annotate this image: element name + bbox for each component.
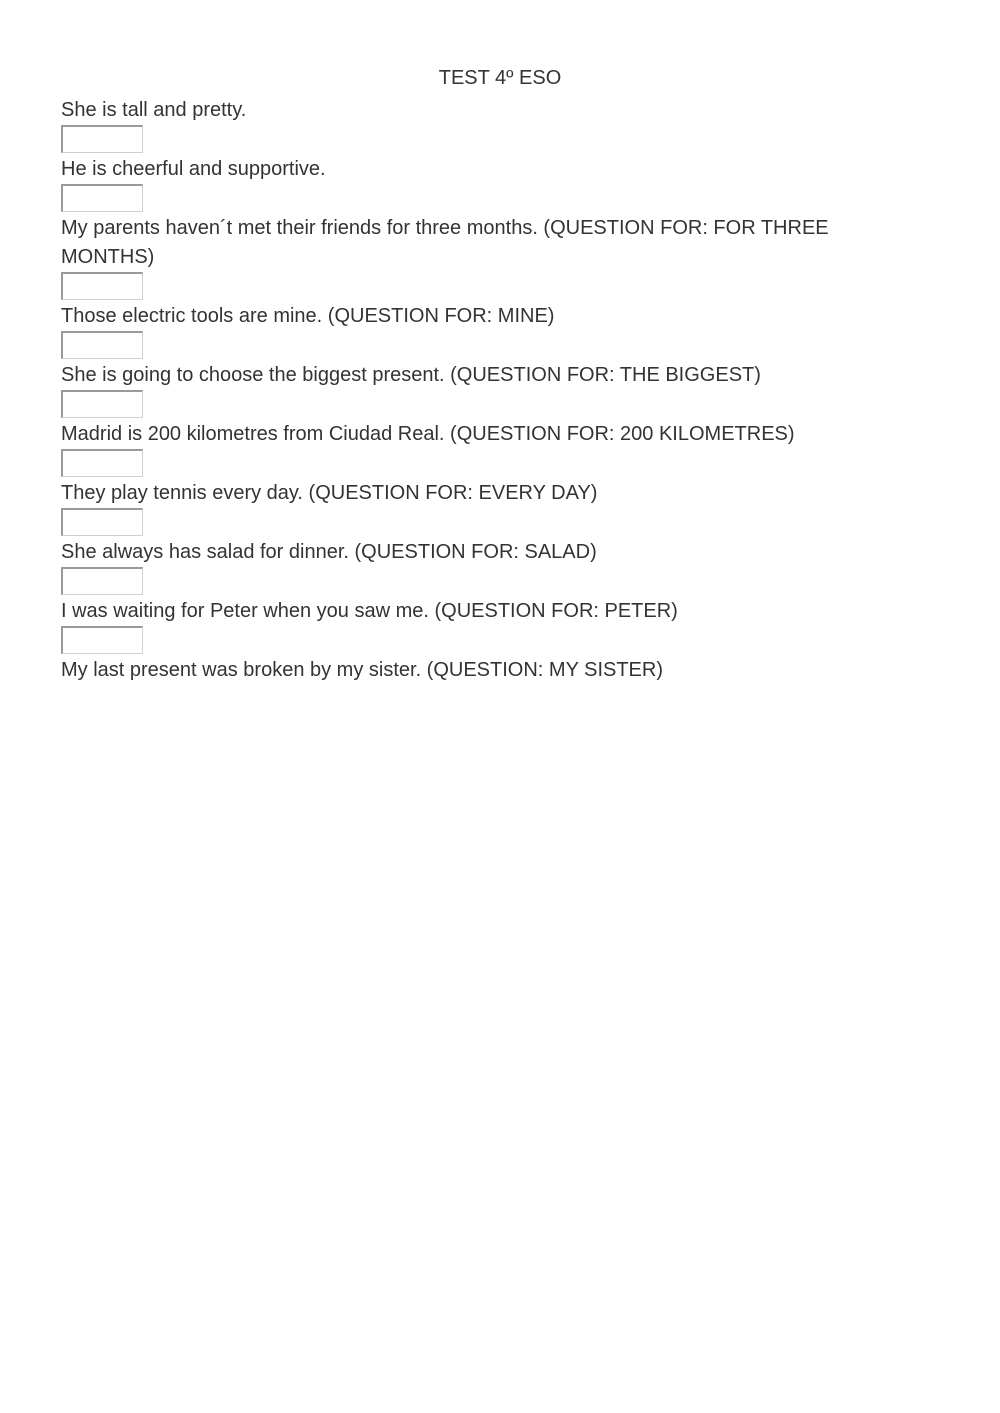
question-8-text: She always has salad for dinner. (QUESTION FOR: SALAD) bbox=[61, 541, 597, 563]
question-2-text: He is cheerful and supportive. bbox=[61, 158, 326, 180]
question-5-answer-input[interactable] bbox=[61, 390, 143, 418]
page-title: TEST 4º ESO bbox=[438, 67, 562, 89]
question-6-answer-input[interactable] bbox=[61, 449, 143, 477]
question-7-text: They play tennis every day. (QUESTION FOR: EVERY DAY) bbox=[61, 482, 598, 504]
question-3-answer-input[interactable] bbox=[61, 272, 143, 300]
question-5-text: She is going to choose the biggest present. (QUESTION FOR: THE BIGGEST) bbox=[61, 364, 761, 386]
question-8-answer-input[interactable] bbox=[61, 567, 143, 595]
question-1-text: She is tall and pretty. bbox=[61, 99, 247, 121]
question-10-text: My last present was broken by my sister. (QUESTION: MY SISTER) bbox=[61, 659, 664, 681]
question-2-answer-input[interactable] bbox=[61, 184, 143, 212]
question-4-text: Those electric tools are mine. (QUESTION FOR: MINE) bbox=[61, 305, 555, 327]
question-1-answer-input[interactable] bbox=[61, 125, 143, 153]
question-7-answer-input[interactable] bbox=[61, 508, 143, 536]
question-4-answer-input[interactable] bbox=[61, 331, 143, 359]
question-list bbox=[61, 96, 861, 685]
question-6-text: Madrid is 200 kilometres from Ciudad Real. (QUESTION FOR: 200 KILOMETRES) bbox=[61, 423, 795, 445]
question-9-answer-input[interactable] bbox=[61, 626, 143, 654]
question-9-text: I was waiting for Peter when you saw me. (QUESTION FOR: PETER) bbox=[61, 600, 678, 622]
question-3-text: My parents haven´t met their friends for three months. (QUESTION FOR: FOR THREE MONTHS) bbox=[61, 217, 829, 268]
